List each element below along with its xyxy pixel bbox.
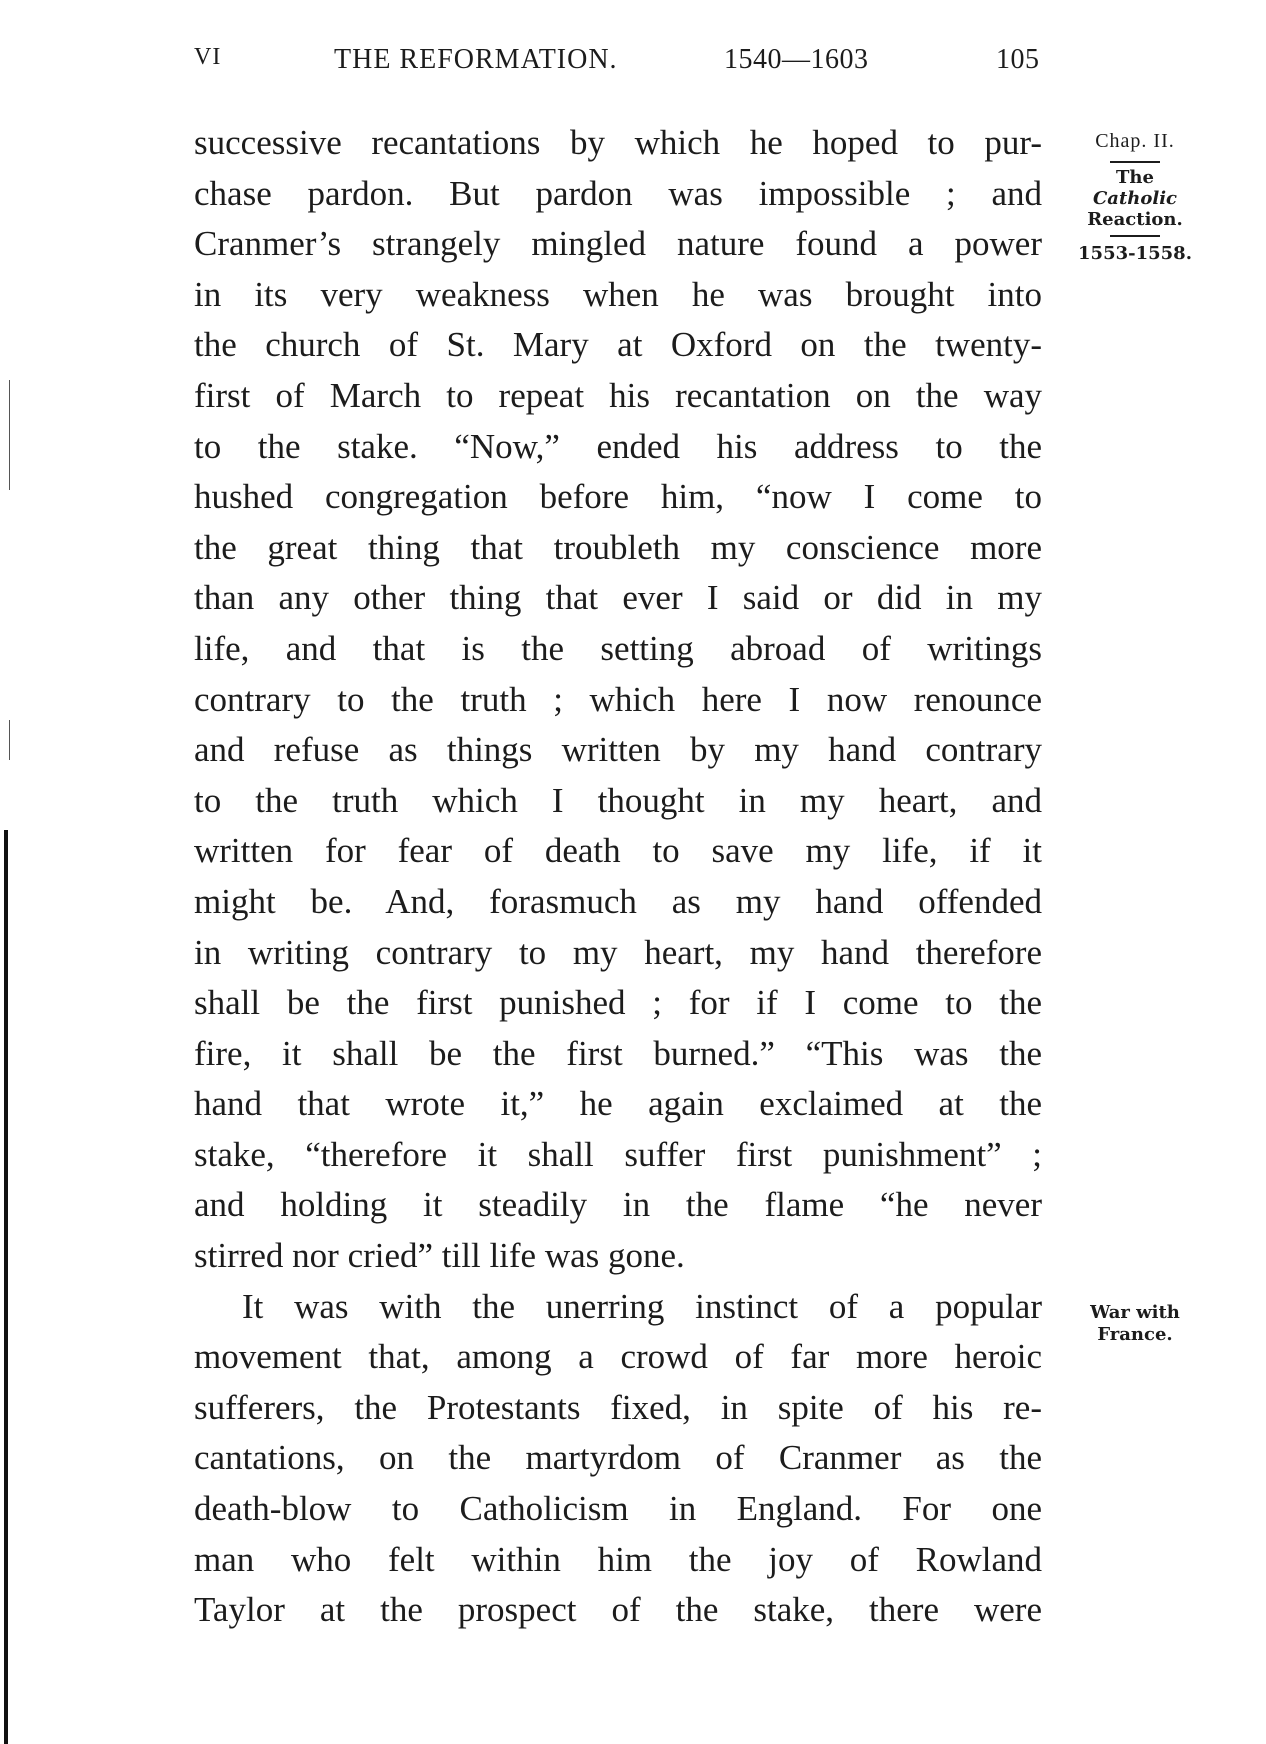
topic-line: Reaction. — [1087, 209, 1183, 230]
text-line: stirred nor cried” till life was gone. — [194, 1236, 685, 1276]
scan-edge-mark — [9, 380, 10, 490]
text-line: chase pardon. But pardon was impossible ; and — [194, 173, 1042, 213]
text-line: Cranmer’s strangely mingled nature found a power — [194, 224, 1042, 264]
scan-edge-mark — [4, 830, 8, 1744]
text-line: Taylor at the prospect of the stake, there were — [194, 1590, 1042, 1630]
text-line: might be. And, forasmuch as my hand offended — [194, 881, 1042, 921]
text-line: hand that wrote it,” he again exclaimed at the — [194, 1084, 1042, 1124]
text-line: shall be the first punished ; for if I come to the — [194, 983, 1042, 1023]
body-text — [194, 118, 1042, 1636]
text-line: death-blow to Catholicism in England. For one — [194, 1489, 1042, 1529]
text-line: movement that, among a crowd of far more heroic — [194, 1337, 1042, 1377]
scan-edge-mark — [9, 720, 10, 760]
text-line: and holding it steadily in the flame “he never — [194, 1185, 1042, 1225]
topic-line: War with — [1090, 1302, 1180, 1323]
text-line: fire, it shall be the first burned.” “This was the — [194, 1033, 1042, 1073]
text-line: hushed congregation before him, “now I come to — [194, 477, 1042, 517]
text-line: stake, “therefore it shall suffer first punishment” ; — [194, 1134, 1042, 1174]
text-line: to the truth which I thought in my heart, and — [194, 780, 1042, 820]
text-line: the great thing that troubleth my conscience more — [194, 527, 1042, 567]
text-line: life, and that is the setting abroad of writings — [194, 628, 1042, 668]
text-line: the church of St. Mary at Oxford on the twenty- — [194, 325, 1042, 365]
text-line: cantations, on the martyrdom of Cranmer as the — [194, 1438, 1042, 1478]
text-line: successive recantations by which he hoped to pur- — [194, 123, 1042, 162]
text-line: written for fear of death to save my life, if it — [194, 831, 1042, 871]
topic-line: France. — [1097, 1324, 1173, 1345]
text-line: contrary to the truth ; which here I now renounce — [194, 679, 1042, 719]
chapter-label: Chap. II. — [1095, 130, 1175, 152]
text-line: man who felt within him the joy of Rowland — [194, 1539, 1042, 1579]
topic-years: 1553-1558. — [1078, 243, 1192, 264]
margin-rule — [1110, 161, 1160, 163]
text-line: first of March to repeat his recantation on the way — [194, 375, 1042, 415]
page-number: 105 — [996, 44, 1040, 75]
margin-rule — [1110, 235, 1160, 237]
text-line: It was with the unerring instinct of a popular — [242, 1286, 1042, 1326]
header-dates: 1540—1603 — [724, 44, 869, 75]
text-line: in writing contrary to my heart, my hand therefore — [194, 932, 1042, 972]
running-header — [194, 44, 1046, 84]
text-line: sufferers, the Protestants fixed, in spite of his re- — [194, 1387, 1042, 1427]
text-line: than any other thing that ever I said or did in my — [194, 578, 1042, 618]
section-number: VI — [194, 44, 222, 70]
topic-line: The — [1116, 167, 1154, 188]
running-title: THE REFORMATION. — [334, 44, 618, 75]
text-line: to the stake. “Now,” ended his address to the — [194, 426, 1042, 466]
text-line: and refuse as things written by my hand contrary — [194, 730, 1042, 770]
marginal-note-war — [1060, 1302, 1210, 1346]
topic-line: Catholic — [1092, 188, 1178, 209]
text-line: in its very weakness when he was brought into — [194, 274, 1042, 314]
marginal-note-chapter — [1060, 130, 1210, 265]
